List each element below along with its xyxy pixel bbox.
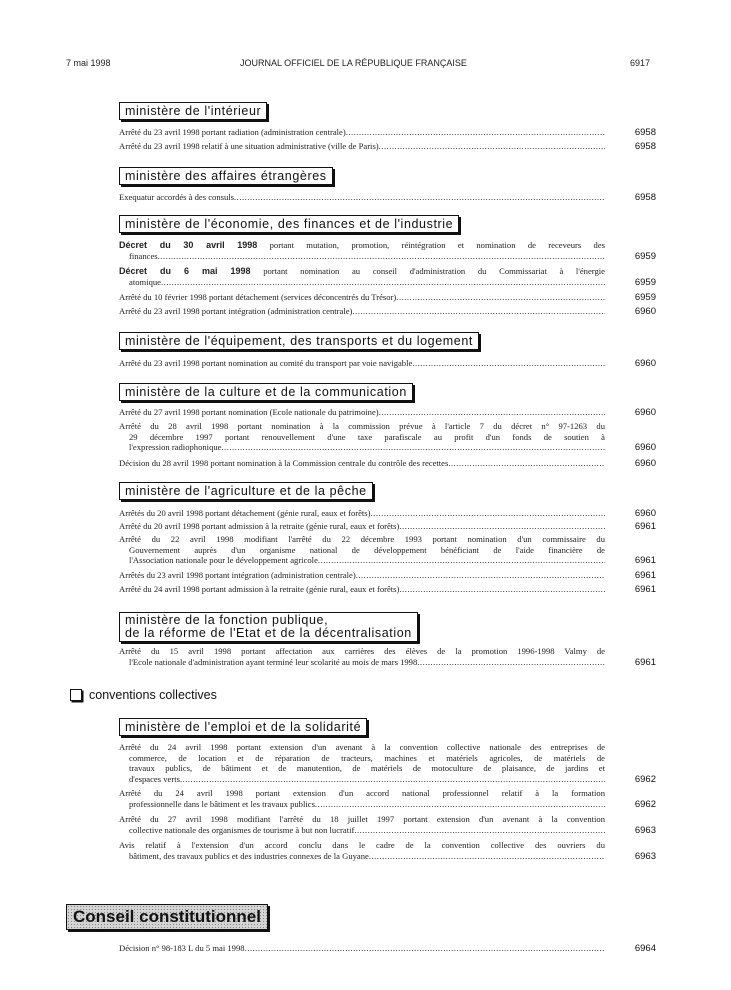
checkbox-square-icon (70, 689, 82, 701)
toc-entry (119, 407, 605, 418)
dot-leader (354, 825, 605, 836)
toc-entry (119, 570, 605, 581)
ministry-heading (119, 332, 479, 350)
toc-entry-bold-lead: Décret du 6 mai 1998 (119, 266, 251, 276)
dot-leader (221, 442, 605, 453)
toc-entry (119, 814, 605, 835)
dot-leader (161, 277, 605, 288)
dot-leader (399, 521, 605, 532)
dot-leader (245, 943, 605, 954)
ministry-heading (119, 718, 367, 736)
toc-entry-text: bâtiment, des travaux publics et des industries connexes de la Guyane (129, 850, 369, 861)
toc-page-number: 6961 (634, 521, 656, 532)
header-date: 7 mai 1998 (66, 58, 111, 68)
toc-entry-line (119, 358, 605, 369)
toc-entry-line (119, 814, 605, 825)
conventions-collectives-label: conventions collectives (89, 688, 217, 702)
toc-entry-text: Exequatur accordés à des consuls (119, 192, 235, 202)
dot-leader (369, 851, 605, 862)
toc-entry-text: Gouvernement auprès d'un organisme national de développement bénéficiant de l'aide financière de (129, 544, 605, 555)
conseil-constitutionnel-heading: Conseil constitutionnel (66, 904, 268, 930)
toc-entry-text: Arrêté du 24 avril 1998 portant extension d'un avenant à la convention collective nationale des entreprises de (119, 742, 605, 752)
toc-entry-text: Arrêté du 23 avril 1998 portant intégration (administration centrale) (119, 306, 353, 316)
toc-entry-line (119, 407, 605, 418)
toc-entry-text: finances (129, 250, 158, 261)
toc-page-number: 6958 (634, 127, 656, 138)
dot-leader (158, 251, 605, 262)
toc-page-number: 6963 (634, 824, 656, 836)
toc-page-number: 6963 (634, 850, 656, 862)
toc-page-number: 6964 (634, 943, 656, 954)
toc-page-number: 6960 (634, 407, 656, 418)
toc-entry-line (119, 584, 605, 595)
toc-entry-text: Décision n° 98-183 L du 5 mai 1998 (119, 943, 245, 953)
ministry-heading-line: ministère de la culture et de la communication (125, 385, 407, 399)
toc-entry (119, 584, 605, 595)
toc-page-number: 6958 (634, 141, 656, 152)
toc-entry-text: Arrêté du 20 avril 1998 portant admission à la retraite (génie rural, eaux et forêts) (119, 521, 400, 531)
toc-entry-text: Arrêté du 23 avril 1998 relatif à une situation administrative (ville de Paris) (119, 141, 379, 151)
ministry-heading-line: ministère de l'économie, des finances et de l'industrie (125, 217, 454, 231)
toc-entry-line (119, 266, 605, 277)
ministry-heading (119, 383, 413, 401)
toc-entry-bold-lead: Décret du 30 avril 1998 (119, 240, 258, 250)
ministry-heading-line: ministère des affaires étrangères (125, 169, 327, 183)
conventions-collectives-heading (70, 688, 217, 702)
toc-entry-line (119, 646, 605, 657)
toc-entry-line (119, 840, 605, 851)
toc-page-number: 6960 (634, 442, 656, 454)
toc-entry (119, 240, 605, 261)
dot-leader (234, 192, 605, 203)
toc-entry-line (119, 570, 605, 581)
toc-entry-line (119, 240, 605, 251)
toc-entry (119, 943, 605, 954)
toc-page-number: 6962 (634, 773, 656, 785)
dot-leader (352, 306, 605, 317)
toc-entry (119, 358, 605, 369)
toc-entry-text: Arrêté du 24 avril 1998 portant admission à la retraite (génie rural, eaux et forêts) (119, 584, 400, 594)
toc-entry-text: collective nationale des organismes de tourisme à but non lucratif (129, 824, 355, 835)
toc-entry (119, 742, 605, 784)
ministry-heading-line: ministère de la fonction publique, (125, 613, 329, 627)
ministry-heading (119, 612, 418, 642)
toc-entry-line (119, 141, 605, 152)
toc-entry-line (119, 774, 605, 785)
toc-entry-text: l'Association nationale pour le développement agricole (129, 555, 318, 566)
toc-entry (119, 646, 605, 667)
toc-entry-text: Arrêté du 22 avril 1998 modifiant l'arrêté du 22 décembre 1993 portant nomination d'un commissaire du (119, 534, 605, 544)
toc-entry-text: portant nomination au conseil d'administration du Commissariat à l'énergie (250, 266, 605, 276)
ministry-heading-line: de la réforme de l'Etat et de la décentralisation (125, 626, 412, 640)
toc-page-number: 6962 (634, 798, 656, 810)
toc-page-number: 6959 (634, 250, 656, 262)
toc-entry-text: l'expression radiophonique (129, 442, 222, 453)
toc-entry (119, 192, 605, 203)
toc-entry (119, 141, 605, 152)
dot-leader (417, 657, 605, 668)
toc-entry (119, 521, 605, 532)
toc-entry-line (119, 251, 605, 262)
toc-entry-line (119, 521, 605, 532)
dot-leader (399, 584, 605, 595)
toc-entry-text: Arrêté du 15 avril 1998 portant affectation aux carrières des élèves de la promotion 1996-1998 Valmy de (119, 646, 605, 656)
toc-page-number: 6961 (634, 656, 656, 668)
toc-entry-line (119, 306, 605, 317)
toc-entry-line (119, 851, 605, 862)
toc-entry-text: d'espaces verts (129, 773, 180, 784)
toc-entry-text: Arrêté du 23 avril 1998 portant radiation (administration centrale) (119, 127, 346, 137)
ministry-heading-line: ministère de l'agriculture et de la pêche (125, 484, 367, 498)
toc-entry-text: portant mutation, promotion, réintégration et nomination de receveurs des (257, 240, 606, 250)
toc-entry-text: Arrêté du 10 février 1998 portant détachement (services déconcentrés du Trésor) (119, 292, 397, 302)
toc-entry (119, 534, 605, 566)
toc-entry-line (119, 825, 605, 836)
ministry-heading (119, 102, 267, 120)
toc-page-number: 6960 (634, 458, 656, 469)
toc-entry-line (119, 442, 605, 453)
toc-page-number: 6960 (634, 508, 656, 519)
dot-leader (396, 292, 605, 303)
toc-entry-line (119, 763, 605, 774)
toc-entry (119, 788, 605, 809)
dot-leader (356, 570, 605, 581)
toc-entry-line (119, 742, 605, 753)
toc-entry-text: travaux publics, de bâtiment et de manutention, de matériels de motoculture de plaisance, de jardins et (129, 763, 605, 774)
toc-entry (119, 840, 605, 861)
toc-entry (119, 266, 605, 287)
toc-entry-line (119, 421, 605, 432)
dot-leader (379, 141, 605, 152)
toc-entry-line (119, 799, 605, 810)
toc-entry-line (119, 127, 605, 138)
toc-page-number: 6958 (634, 192, 656, 203)
toc-entry-line (119, 458, 605, 469)
toc-entry-text: atomique (129, 276, 161, 287)
toc-entry-line (119, 277, 605, 288)
toc-page-number: 6960 (634, 358, 656, 369)
header-page-number: 6917 (630, 58, 651, 68)
toc-entry (119, 508, 605, 519)
toc-page-number: 6960 (634, 306, 656, 317)
ministry-heading (119, 482, 373, 500)
toc-page-number: 6961 (634, 570, 656, 581)
dot-leader (412, 358, 605, 369)
toc-page-number: 6959 (634, 276, 656, 288)
toc-page-number: 6961 (634, 555, 656, 567)
toc-entry-line (119, 943, 605, 954)
toc-entry-line (119, 508, 605, 519)
toc-entry-text: l'Ecole nationale d'administration ayant terminé leur scolarité au mois de mars 1998 (129, 656, 418, 667)
dot-leader (379, 407, 605, 418)
toc-entry-text: professionnelle dans le bâtiment et les travaux publics (129, 798, 315, 809)
toc-entry-line (119, 753, 605, 764)
toc-entry-line (119, 292, 605, 303)
toc-entry (119, 127, 605, 138)
toc-page-number: 6961 (634, 584, 656, 595)
toc-entry (119, 292, 605, 303)
toc-entry-text: Arrêtés du 20 avril 1998 portant détachement (génie rural, eaux et forêts) (119, 508, 371, 518)
toc-entry-text: commerce, de location et de réparation de tracteurs, machines et matériels agricoles, de matériels de (129, 752, 605, 763)
ministry-heading-line: ministère de l'équipement, des transports et du logement (125, 334, 473, 348)
ministry-heading (119, 167, 333, 185)
ministry-heading-line: ministère de l'emploi et de la solidarité (125, 720, 362, 734)
toc-entry (119, 458, 605, 469)
toc-entry-text: Arrêté du 28 avril 1998 portant nomination à la commission prévue à l'article 7 du décret n° 97-1263 du (119, 421, 605, 431)
toc-entry-text: Arrêté du 23 avril 1998 portant nomination au comité du transport par voie navigable (119, 358, 413, 368)
dot-leader (346, 127, 605, 138)
toc-entry-text: Décision du 28 avril 1998 portant nomination à la Commission centrale du contrôle des recettes (119, 458, 449, 468)
dot-leader (371, 508, 605, 519)
toc-entry-text: Arrêtés du 23 avril 1998 portant intégration (administration centrale) (119, 570, 356, 580)
toc-entry-line (119, 657, 605, 668)
ministry-heading-line: ministère de l'intérieur (125, 104, 262, 118)
toc-entry-text: Arrêté du 27 avril 1998 portant nomination (Ecole nationale du patrimoine) (119, 407, 379, 417)
toc-entry-line (119, 534, 605, 545)
ministry-heading (119, 215, 459, 233)
toc-entry-line (119, 192, 605, 203)
toc-entry-text: Arrêté du 24 avril 1998 portant extension d'un accord national professionnel relatif à la formation (119, 788, 605, 798)
toc-entry-text: Arrêté du 27 avril 1998 modifiant l'arrêté du 18 juillet 1997 portant extension d'un avenant à la convention (119, 814, 605, 824)
dot-leader (180, 774, 605, 785)
dot-leader (315, 799, 605, 810)
dot-leader (448, 458, 605, 469)
toc-entry-text: Avis relatif à l'extension d'un accord conclu dans le cadre de la convention collective des ouvriers du (119, 840, 605, 850)
toc-entry-line (119, 555, 605, 566)
toc-entry-line (119, 788, 605, 799)
toc-entry (119, 421, 605, 453)
header-title: JOURNAL OFFICIEL DE LA RÉPUBLIQUE FRANÇAISE (240, 58, 467, 68)
toc-entry-line (119, 545, 605, 556)
toc-entry-line (119, 432, 605, 443)
toc-entry (119, 306, 605, 317)
dot-leader (318, 555, 605, 566)
toc-page-number: 6959 (634, 292, 656, 303)
toc-entry-text: 29 décembre 1997 portant renouvellement d'une taxe parafiscale au profit d'un fonds de soutien à (129, 431, 605, 442)
